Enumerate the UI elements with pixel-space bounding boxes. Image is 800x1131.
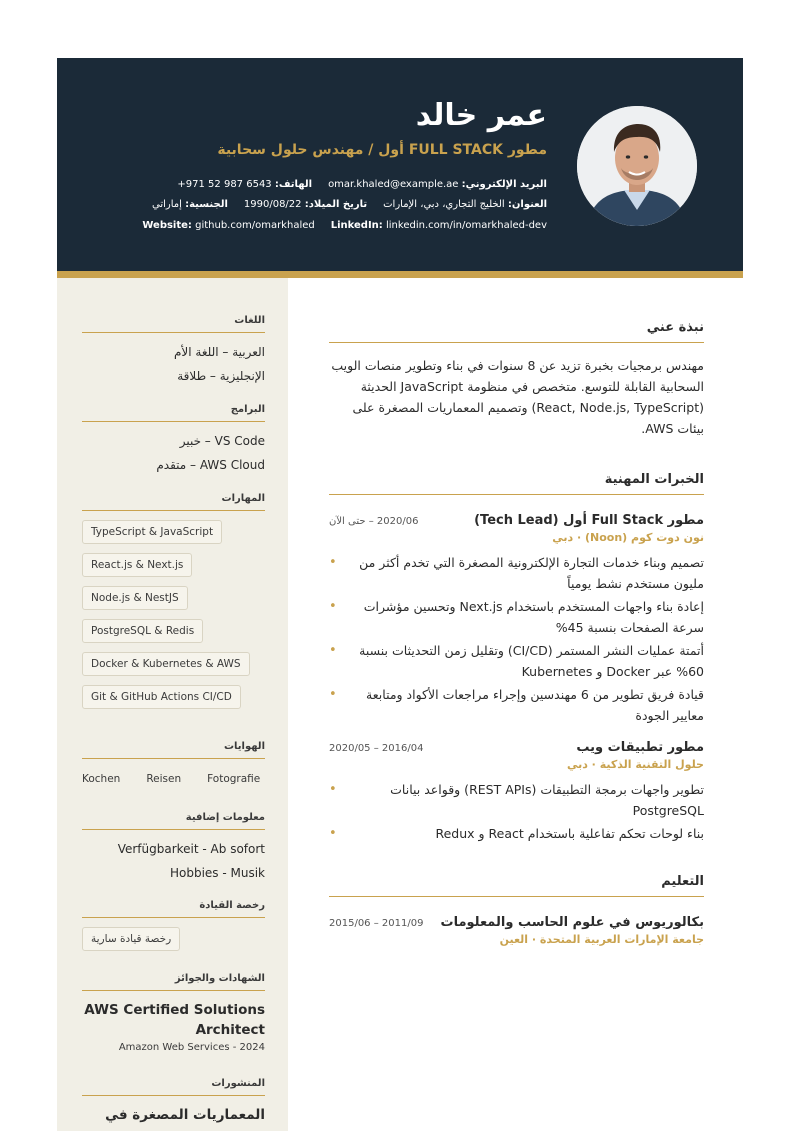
skills-section	[82, 493, 265, 709]
languages-heading: اللغات	[82, 315, 265, 333]
linkedin-item	[331, 220, 547, 231]
education-date: 2011/09 – 2015/06	[329, 918, 424, 929]
certificate-issuer: Amazon Web Services - 2024	[118, 1042, 265, 1053]
about-section	[329, 320, 704, 439]
education-heading: التعليم	[329, 874, 704, 897]
job-bullet: تطوير واجهات برمجة التطبيقات (REST APIs) وقواعد بيانات PostgreSQL •	[329, 779, 704, 821]
software-heading: البرامج	[82, 404, 265, 422]
phone-item	[177, 179, 312, 190]
additional-info-section	[82, 812, 265, 885]
publication-title: المعماريات المصغرة في	[105, 1107, 265, 1123]
software-section	[82, 404, 265, 477]
address-label: العنوان:	[507, 199, 547, 210]
job-bullet-list	[329, 779, 704, 844]
dob-label: تاريخ الميلاد:	[304, 199, 368, 210]
website-label: Website:	[142, 220, 192, 231]
skill-tag: React.js & Next.js	[82, 553, 192, 577]
skill-tag: Node.js & NestJS	[82, 586, 188, 610]
education-entry	[329, 915, 704, 946]
publications-heading: المنشورات	[82, 1078, 265, 1096]
job-entry	[329, 740, 704, 844]
linkedin-link[interactable]: linkedin.com/in/omarkhaled-dev	[386, 220, 547, 231]
address-item	[383, 199, 547, 210]
job-date: 2020/06 – حتى الآن	[329, 516, 419, 527]
experience-heading: الخبرات المهنية	[329, 472, 704, 495]
publications-section	[82, 1078, 265, 1125]
additional-info-item: Verfügbarkeit - Ab sofort	[117, 842, 265, 856]
job-title: مطور Full Stack أول (Tech Lead)	[474, 513, 704, 528]
university-name: جامعة الإمارات العربية المتحدة · العين	[499, 933, 704, 946]
contact-row-email-phone	[177, 179, 547, 190]
resume-page	[57, 58, 743, 1131]
job-bullet: بناء لوحات تحكم تفاعلية باستخدام React و Redux •	[329, 823, 704, 844]
dob-item	[244, 199, 367, 210]
linkedin-label: LinkedIn:	[330, 220, 383, 231]
job-bullet-list	[329, 552, 704, 726]
skill-tag: Git & GitHub Actions CI/CD	[82, 685, 241, 709]
hobby-item: Reisen	[146, 773, 182, 785]
job-title: مطور تطبيقات ويب	[576, 740, 704, 755]
additional-info-heading: معلومات إضافية	[82, 812, 265, 830]
driving-license-section	[82, 900, 265, 951]
profile-photo	[577, 106, 697, 226]
phone-label: الهاتف:	[274, 179, 313, 190]
job-bullet: تصميم وبناء خدمات التجارة الإلكترونية المصغرة التي تخدم أكثر من مليون مستخدم نشط يومياً •	[329, 552, 704, 594]
nationality-label: الجنسية:	[185, 199, 228, 210]
contact-row-personal	[152, 199, 547, 210]
skills-heading: المهارات	[82, 493, 265, 511]
job-company: حلول التقنية الذكية · دبي	[566, 758, 704, 771]
candidate-name: عمر خالد	[415, 98, 547, 133]
license-tag: رخصة قيادة سارية	[82, 927, 180, 951]
job-bullet: قيادة فريق تطوير من 6 مهندسين وإجراء مراجعات الأكواد ومتابعة معايير الجودة •	[329, 684, 704, 726]
address-value: الخليج التجاري، دبي، الإمارات	[383, 199, 505, 210]
language-item: العربية – اللغة الأم	[173, 345, 265, 359]
job-date: 2016/04 – 2020/05	[329, 743, 424, 754]
email-value[interactable]: omar.khaled@example.ae	[328, 179, 459, 190]
skill-tag: PostgreSQL & Redis	[82, 619, 203, 643]
software-item: VS Code – خبير	[179, 434, 265, 448]
hobby-item: Kochen	[82, 773, 121, 785]
certificate-title: AWS Certified Solutions Architect	[84, 1002, 265, 1038]
job-entry	[329, 513, 704, 726]
certificates-heading: الشهادات والجوائز	[82, 973, 265, 991]
education-section	[329, 874, 704, 946]
skill-tag: TypeScript & JavaScript	[82, 520, 222, 544]
resume-header	[57, 58, 743, 271]
website-item	[142, 220, 314, 231]
email-item	[328, 179, 547, 190]
sidebar	[57, 278, 288, 1131]
hobbies-section	[82, 741, 265, 785]
about-text: مهندس برمجيات بخبرة تزيد عن 8 سنوات في بناء وتطوير منصات الويب السحابية القابلة للتوسع. متخصص في منظومة JavaScript الحديثة (React, Node.js, TypeScript) وتصميم المعماريات المصغرة على بيئات AWS.	[331, 358, 704, 436]
candidate-title: مطور FULL STACK أول / مهندس حلول سحابية	[217, 142, 547, 158]
degree-title: بكالوريوس في علوم الحاسب والمعلومات	[440, 915, 704, 930]
certificates-section	[82, 973, 265, 1053]
contact-row-links	[142, 220, 547, 231]
hobbies-list	[82, 773, 265, 785]
experience-section	[329, 472, 704, 846]
nationality-value: إماراتي	[151, 199, 182, 210]
license-tag-list	[82, 927, 265, 951]
job-bullet: أتمتة عمليات النشر المستمر (CI/CD) وتقليل زمن التحديثات بنسبة 60% عبر Docker و Kubernetes •	[329, 640, 704, 682]
email-label: البريد الإلكتروني:	[461, 179, 547, 190]
driving-license-heading: رخصة القيادة	[82, 900, 265, 918]
about-heading: نبذة عني	[329, 320, 704, 343]
skill-tag: Docker & Kubernetes & AWS	[82, 652, 250, 676]
job-bullet: إعادة بناء واجهات المستخدم باستخدام Next.js وتحسين مؤشرات سرعة الصفحات بنسبة 45% •	[329, 596, 704, 638]
header-accent-bar	[57, 271, 743, 278]
phone-value[interactable]: +971 52 987 6543	[177, 179, 272, 190]
dob-value: 1990/08/22	[243, 199, 302, 210]
job-company: نون دوت كوم (Noon) · دبي	[552, 531, 704, 544]
additional-info-item: Hobbies - Musik	[169, 866, 265, 880]
skills-tag-list	[82, 520, 265, 709]
hobby-item: Fotografie	[207, 773, 261, 785]
language-item: الإنجليزية – طلاقة	[177, 369, 265, 383]
nationality-item	[152, 199, 228, 210]
website-link[interactable]: github.com/omarkhaled	[195, 220, 315, 231]
languages-section	[82, 315, 265, 388]
software-item: AWS Cloud – متقدم	[156, 458, 265, 472]
hobbies-heading: الهوايات	[82, 741, 265, 759]
